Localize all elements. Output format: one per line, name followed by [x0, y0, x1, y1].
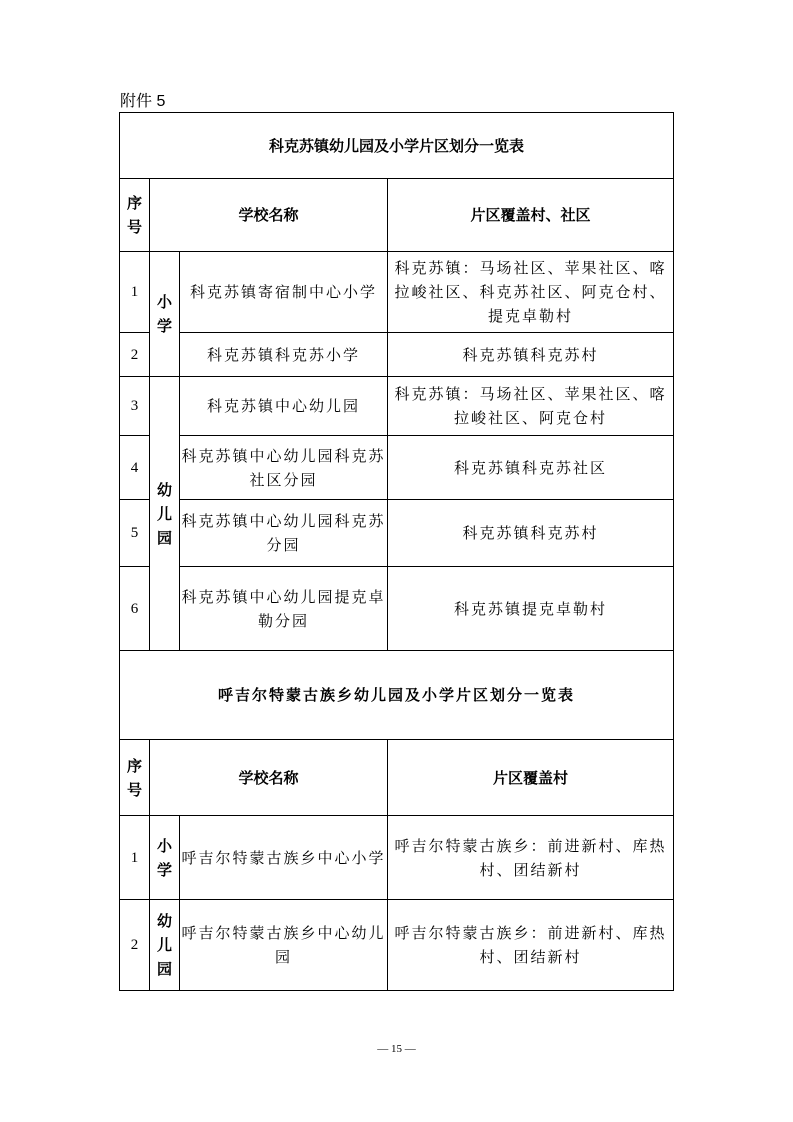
- coverage-area: 科克苏镇：马场社区、苹果社区、喀拉峻社区、阿克仓村: [388, 377, 674, 436]
- row-index: 2: [120, 333, 150, 377]
- row-index: 1: [120, 816, 150, 900]
- school-name: 科克苏镇中心幼儿园提克卓勒分园: [180, 567, 388, 651]
- school-name: 科克苏镇中心幼儿园科克苏分园: [180, 500, 388, 567]
- category-primary: 小 学: [150, 252, 180, 377]
- table-row: [120, 333, 674, 377]
- table-kekesu: [119, 112, 674, 991]
- row-index: 4: [120, 436, 150, 500]
- coverage-area: 科克苏镇科克苏村: [388, 333, 674, 377]
- coverage-area: 呼吉尔特蒙古族乡：前进新村、库热村、团结新村: [388, 900, 674, 991]
- table-row: [120, 500, 674, 567]
- page-number: — 15 —: [377, 1043, 416, 1055]
- school-name: 科克苏镇中心幼儿园科克苏社区分园: [180, 436, 388, 500]
- table-row: [120, 816, 674, 900]
- category-kindergarten: 幼 儿 园: [150, 900, 180, 991]
- table2-header-coverage: 片区覆盖村: [388, 740, 674, 816]
- school-name: 科克苏镇科克苏小学: [180, 333, 388, 377]
- coverage-area: 科克苏镇：马场社区、苹果社区、喀拉峻社区、科克苏社区、阿克仓村、提克卓勒村: [388, 252, 674, 333]
- school-name: 呼吉尔特蒙古族乡中心小学: [180, 816, 388, 900]
- row-index: 3: [120, 377, 150, 436]
- table-row: [120, 900, 674, 991]
- row-index: 5: [120, 500, 150, 567]
- category-primary: 小 学: [150, 816, 180, 900]
- school-name: 科克苏镇寄宿制中心小学: [180, 252, 388, 333]
- table-row: [120, 436, 674, 500]
- school-name: 科克苏镇中心幼儿园: [180, 377, 388, 436]
- row-index: 2: [120, 900, 150, 991]
- coverage-area: 呼吉尔特蒙古族乡：前进新村、库热村、团结新村: [388, 816, 674, 900]
- table2-title: 呼吉尔特蒙古族乡幼儿园及小学片区划分一览表: [120, 651, 674, 740]
- table-row: [120, 252, 674, 333]
- coverage-area: 科克苏镇科克苏村: [388, 500, 674, 567]
- row-index: 6: [120, 567, 150, 651]
- coverage-area: 科克苏镇科克苏社区: [388, 436, 674, 500]
- table2-header-school: 学校名称: [150, 740, 388, 816]
- table-row: [120, 377, 674, 436]
- attachment-label: 附件 5: [120, 93, 166, 110]
- table1-title: 科克苏镇幼儿园及小学片区划分一览表: [120, 113, 674, 179]
- table1-header-school: 学校名称: [150, 179, 388, 252]
- table1-header-index: 序 号: [120, 179, 150, 252]
- table1-header-coverage: 片区覆盖村、社区: [388, 179, 674, 252]
- school-name: 呼吉尔特蒙古族乡中心幼儿园: [180, 900, 388, 991]
- category-kindergarten: 幼 儿 园: [150, 377, 180, 651]
- table-row: [120, 567, 674, 651]
- coverage-area: 科克苏镇提克卓勒村: [388, 567, 674, 651]
- row-index: 1: [120, 252, 150, 333]
- table2-header-index: 序 号: [120, 740, 150, 816]
